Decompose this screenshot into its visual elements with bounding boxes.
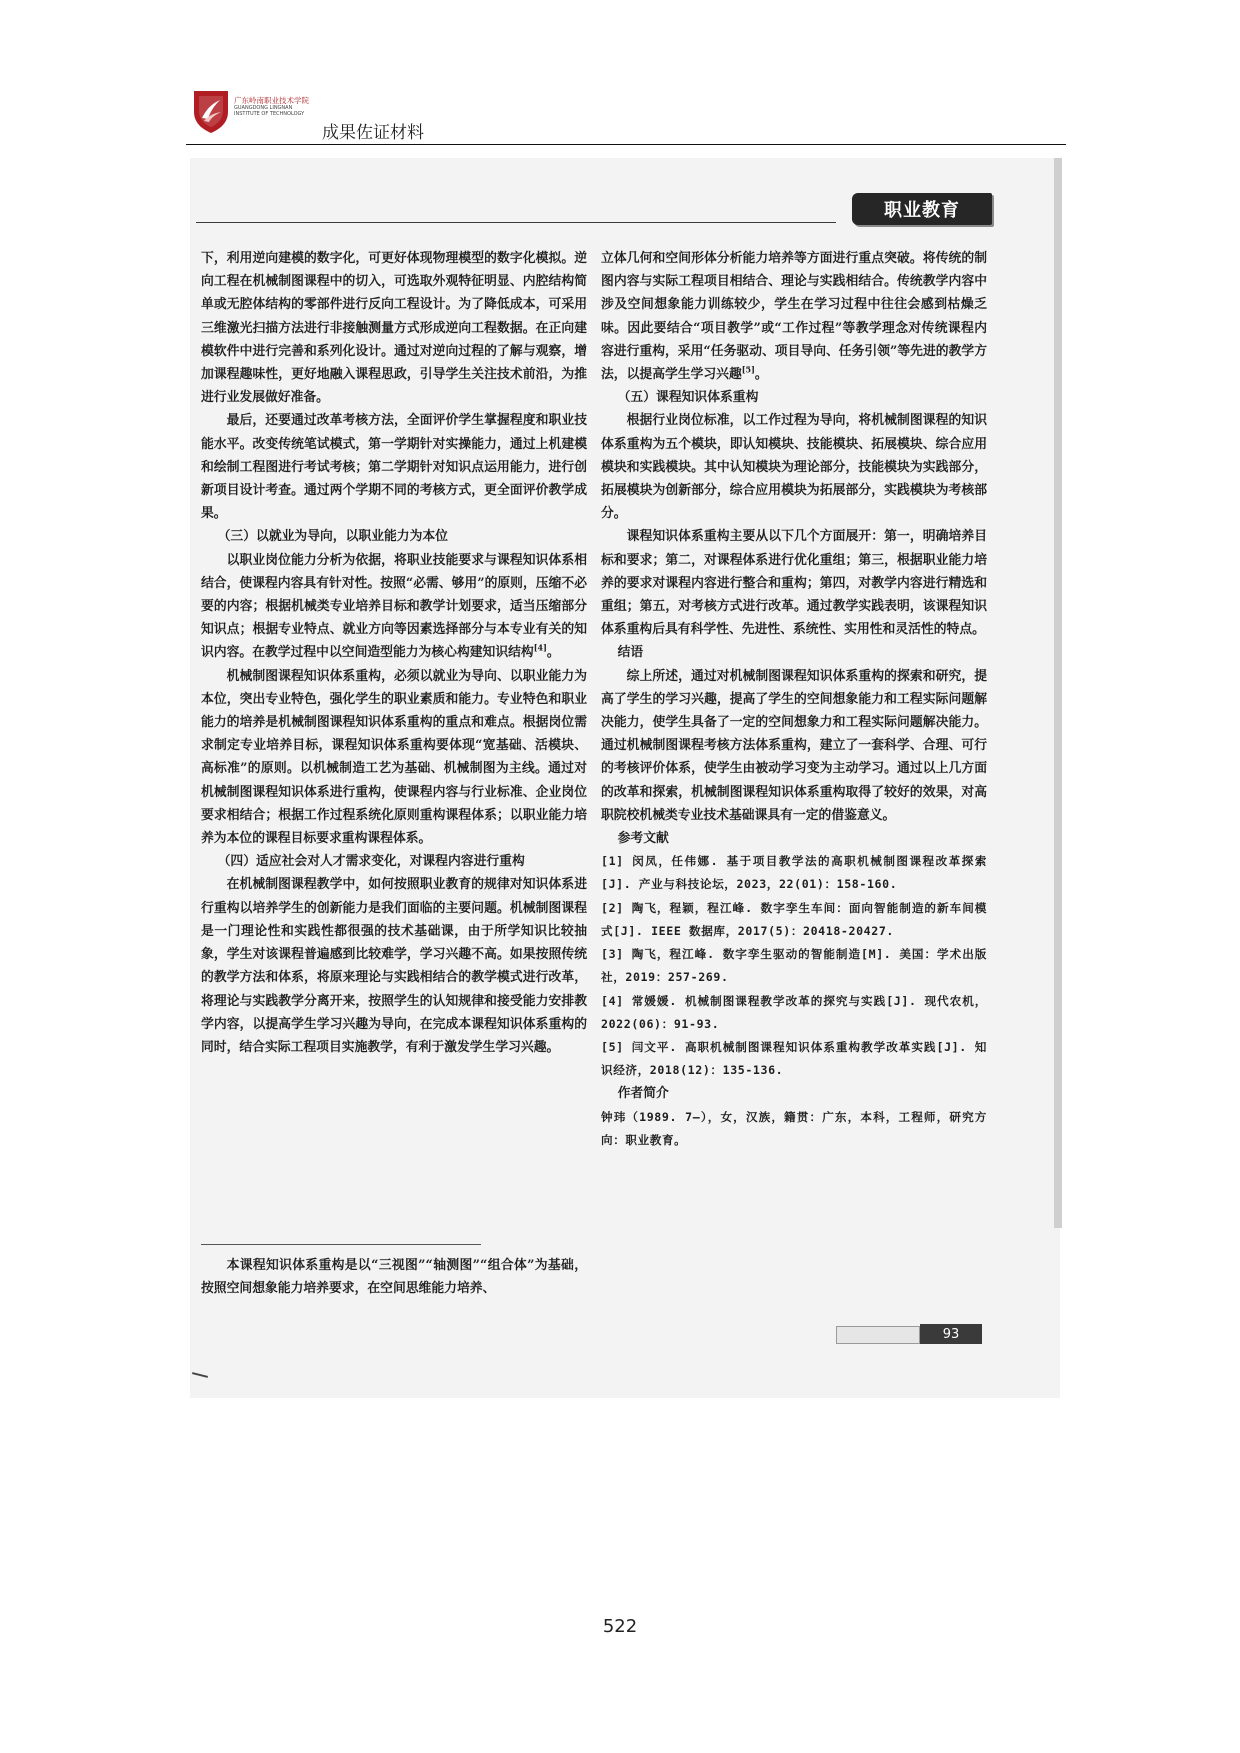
- school-name-en-2: INSTITUTE OF TECHNOLOGY: [234, 111, 305, 117]
- school-name: [234, 96, 354, 117]
- paragraph: 根据行业岗位标准，以工作过程为导向，将机械制图课程的知识体系重构为五个模块，即认知模块、技能模块、拓展模块、综合应用模块和实践模块。其中认知模块为理论部分，技能模块为实践部分，拓展模块为创新部分，综合应用模块为拓展部分，实践模块为考核部分。: [601, 413, 987, 522]
- reference-item: [5] 闫文平. 高职机械制图课程知识体系重构教学改革实践[J]. 知识经济，2018(12)：135-136.: [601, 1039, 987, 1078]
- paragraph: 课程知识体系重构主要从以下几个方面展开：第一，明确培养目标和要求；第二，对课程体系进行优化重组；第三，根据职业能力培养的要求对课程内容进行整合和重构；第四，对教学内容进行精选和重组；第五，对考核方式进行改革。通过教学实践表明，该课程知识体系重构后具有科学性、先进性、系统性、实用性和灵活性的特点。: [601, 529, 987, 638]
- reference-item: [3] 陶飞，程江峰. 数字孪生驱动的智能制造[M]. 美国：学术出版社，2019：257-269.: [601, 947, 987, 985]
- paragraph: 下，利用逆向建模的数字化，可更好体现物理模型的数字化模拟。逆向工程在机械制图课程中的切入，可选取外观特征明显、内腔结构简单或无腔体结构的零部件进行反向工程设计。为了降低成本，可采用三维激光扫描方法进行非接触测量方式形成逆向工程数据。在正向建模软件中进行完善和系列化设计。通过对逆向过程的了解与观察，增加课程趣味性，更好地融入课程思政，引导学生关注技术前沿，为推进行业发展做好准备。: [201, 251, 587, 406]
- author-heading: 作者简介: [617, 1086, 669, 1102]
- paragraph: 立体几何和空间形体分析能力培养等方面进行重点突破。将传统的制图内容与实际工程项目相结合、理论与实践相结合。传统教学内容中涉及空间想象能力训练较少，学生在学习过程中往往会感到枯燥乏味。因此要结合“项目教学”或“工作过程”等教学理念对传统课程内容进行重构，采用“任务驱动、项目导向、任务引领”等先进的教学方法，以提高学生学习兴趣[5]。: [601, 251, 987, 383]
- reference-item: [1] 闵凤，任伟娜. 基于项目教学法的高职机械制图课程改革探索[J]. 产业与科技论坛，2023，22(01)：158-160.: [601, 854, 987, 892]
- references-heading: 参考文献: [617, 831, 669, 847]
- paragraph-text: 以职业岗位能力分析为依据，将职业技能要求与课程知识体系相结合，使课程内容具有针对性。按照“必需、够用”的原则，压缩不必要的内容；根据机械类专业培养目标和教学计划要求，适当压缩部分知识点；根据专业特点、就业方向等因素选择部分与本专业有关的知识内容。在教学过程中以空间造型能力为核心构建知识结构: [201, 552, 587, 661]
- school-name-en-1: GUANGDONG LINGNAN: [234, 105, 293, 111]
- page-title: 成果佐证材料: [322, 123, 424, 143]
- left-column: [201, 247, 587, 1059]
- journal-top-rule: [196, 222, 836, 223]
- scan-edge-shadow: [1054, 158, 1062, 1228]
- section-heading: （三）以就业为导向，以职业能力为本位: [217, 529, 448, 545]
- school-name-cn: 广东岭南职业技术学院: [234, 96, 309, 105]
- header-divider: [186, 144, 1066, 145]
- paragraph: 在机械制图课程教学中，如何按照职业教育的规律对知识体系进行重构以培养学生的创新能力是我们面临的主要问题。机械制图课程是一门理论性和实践性都很强的技术基础课，由于所学知识比较抽象，学生对该课程普遍感到比较难学，学习兴趣不高。如果按照传统的教学方法和体系，将原来理论与实践相结合的教学模式进行改革，将理论与实践教学分离开来，按照学生的认知规律和接受能力安排教学内容，以提高学生学习兴趣为导向，在完成本课程知识体系重构的同时，结合实际工程项目实施教学，有利于激发学生学习兴趣。: [201, 877, 587, 1055]
- reference-item: [2] 陶飞，程颖，程江峰. 数字孪生车间：面向智能制造的新车间模式[J]. IEEE 数据库，2017(5)：20418-20427.: [601, 900, 987, 938]
- paragraph: 以职业岗位能力分析为依据，将职业技能要求与课程知识体系相结合，使课程内容具有针对性。按照“必需、够用”的原则，压缩不必要的内容；根据机械类专业培养目标和教学计划要求，适当压缩部分知识点；根据专业特点、就业方向等因素选择部分与本专业有关的知识内容。在教学过程中以空间造型能力为核心构建知识结构[4]。: [201, 552, 587, 661]
- left-column-tail: [201, 1254, 587, 1300]
- author-bio: 钟玮（1989. 7—），女，汉族，籍贯：广东，本科，工程师，研究方向：职业教育。: [601, 1109, 987, 1147]
- paragraph: 综上所述，通过对机械制图课程知识体系重构的探索和研究，提高了学生的学习兴趣，提高了学生的空间想象能力和工程实际问题解决能力，使学生具备了一定的空间想象力和工程实际问题解决能力。通过机械制图课程考核方法体系重构，建立了一套科学、合理、可行的考核评价体系，使学生由被动学习变为主动学习。通过以上几方面的改革和探索，机械制图课程知识体系重构取得了较好的效果，对高职院校机械类专业技术基础课具有一定的借鉴意义。: [601, 668, 987, 823]
- document-page-number: 522: [602, 1616, 638, 1637]
- school-logo: [190, 88, 232, 134]
- section-heading: 结语: [617, 645, 644, 661]
- page-number-strip: [836, 1326, 920, 1344]
- paragraph: 机械制图课程知识体系重构，必须以就业为导向、以职业能力为本位，突出专业特色，强化学生的职业素质和能力。专业特色和职业能力的培养是机械制图课程知识体系重构的重点和难点。根据岗位需求制定专业培养目标，课程知识体系重构要体现“宽基础、活模块、高标准”的原则。以机械制造工艺为基础、机械制图为主线。通过对机械制图课程知识体系进行重构，使课程内容与行业标准、企业岗位要求相结合；根据工作过程系统化原则重构课程体系；以职业能力培养为本位的课程目标要求重构课程体系。: [201, 668, 587, 847]
- section-heading: （五）课程知识体系重构: [617, 390, 759, 406]
- journal-section-banner: 职业教育: [852, 193, 992, 225]
- paragraph-text: 立体几何和空间形体分析能力培养等方面进行重点突破。将传统的制图内容与实际工程项目相结合、理论与实践相结合。传统教学内容中涉及空间想象能力训练较少，学生在学习过程中往往会感到枯燥乏味。因此要结合“项目教学”或“工作过程”等教学理念对传统课程内容进行重构，采用“任务驱动、项目导向、任务引领”等先进的教学方法，以提高学生学习兴趣: [601, 251, 987, 383]
- reference-item: [4] 常媛媛. 机械制图课程教学改革的探究与实践[J]. 现代农机，2022(06)：91-93.: [601, 993, 987, 1031]
- journal-page-number: 93: [920, 1324, 982, 1344]
- citation-mark: [4]: [533, 643, 547, 654]
- citation-mark: [5]: [741, 364, 755, 375]
- right-column: [601, 247, 987, 1152]
- column-footnote-rule: [201, 1244, 481, 1245]
- section-heading: （四）适应社会对人才需求变化，对课程内容进行重构: [217, 854, 525, 870]
- paragraph: 本课程知识体系重构是以“三视图”“轴测图”“组合体”为基础，按照空间想象能力培养要求，在空间思维能力培养、: [201, 1258, 587, 1297]
- paragraph: 最后，还要通过改革考核方法，全面评价学生掌握程度和职业技能水平。改变传统笔试模式，第一学期针对实操能力，通过上机建模和绘制工程图进行考试考核；第二学期针对知识点运用能力，进行创新项目设计考查。通过两个学期不同的考核方式，更全面评价教学成果。: [201, 413, 587, 522]
